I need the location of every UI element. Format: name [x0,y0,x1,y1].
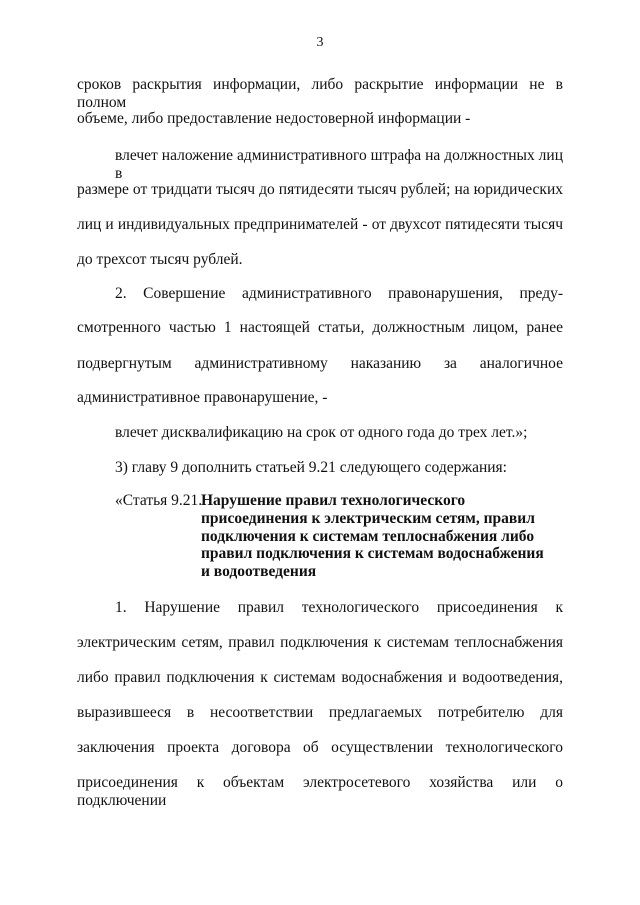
paragraph-line: электрическим сетям, правил подключения к системам теплоснабжения [77,634,563,651]
paragraph-line: 1. Нарушение правил технологического присоединения к [115,599,563,616]
article-title [201,492,571,581]
paragraph-line: смотренного частью 1 настоящей статьи, должностным лицом, ранее [77,319,563,336]
paragraph-line: лиц и индивидуальных предпринимателей - от двухсот пятидесяти тысяч [77,216,563,233]
paragraph-line: 3) главу 9 дополнить статьей 9.21 следующего содержания: [115,459,507,476]
paragraph-line: до трехсот тысяч рублей. [77,251,243,268]
paragraph-line: либо правил подключения к системам водоснабжения и водоотведения, [77,669,563,686]
paragraph-line: сроков раскрытия информации, либо раскрытие информации не в полном [77,76,563,111]
article-title-line: присоединения к электрическим сетям, правил [201,509,535,527]
article-title-line: и водоотведения [201,563,317,581]
paragraph-line: размере от тридцати тысяч до пятидесяти тысяч рублей; на юридических [77,181,563,198]
article-title-line: правил подключения к системам водоснабжения [201,545,544,563]
paragraph-line: заключения проекта договора об осуществлении технологического [77,739,563,756]
paragraph-line: объеме, либо предоставление недостоверной информации - [77,110,471,127]
paragraph-line: влечет наложение административного штрафа на должностных лиц в [115,147,563,182]
paragraph-line: влечет дисквалификацию на срок от одного года до трех лет.»; [115,424,528,441]
page-number: 3 [316,35,324,50]
paragraph-line: выразившееся в несоответствии предлагаемых потребителю для [77,704,563,721]
paragraph-line: присоединения к объектам электросетевого хозяйства или о подключении [77,774,563,809]
article-label: «Статья 9.21. [115,492,203,509]
paragraph-line: 2. Совершение административного правонарушения, преду- [115,285,563,302]
article-title-line: Нарушение правил технологического [201,492,466,509]
article-title-line: подключения к системам теплоснабжения либо [201,527,535,545]
paragraph-line: административное правонарушение, - [77,389,328,406]
paragraph-line: подвергнутым административному наказанию за аналогичное [77,355,563,372]
